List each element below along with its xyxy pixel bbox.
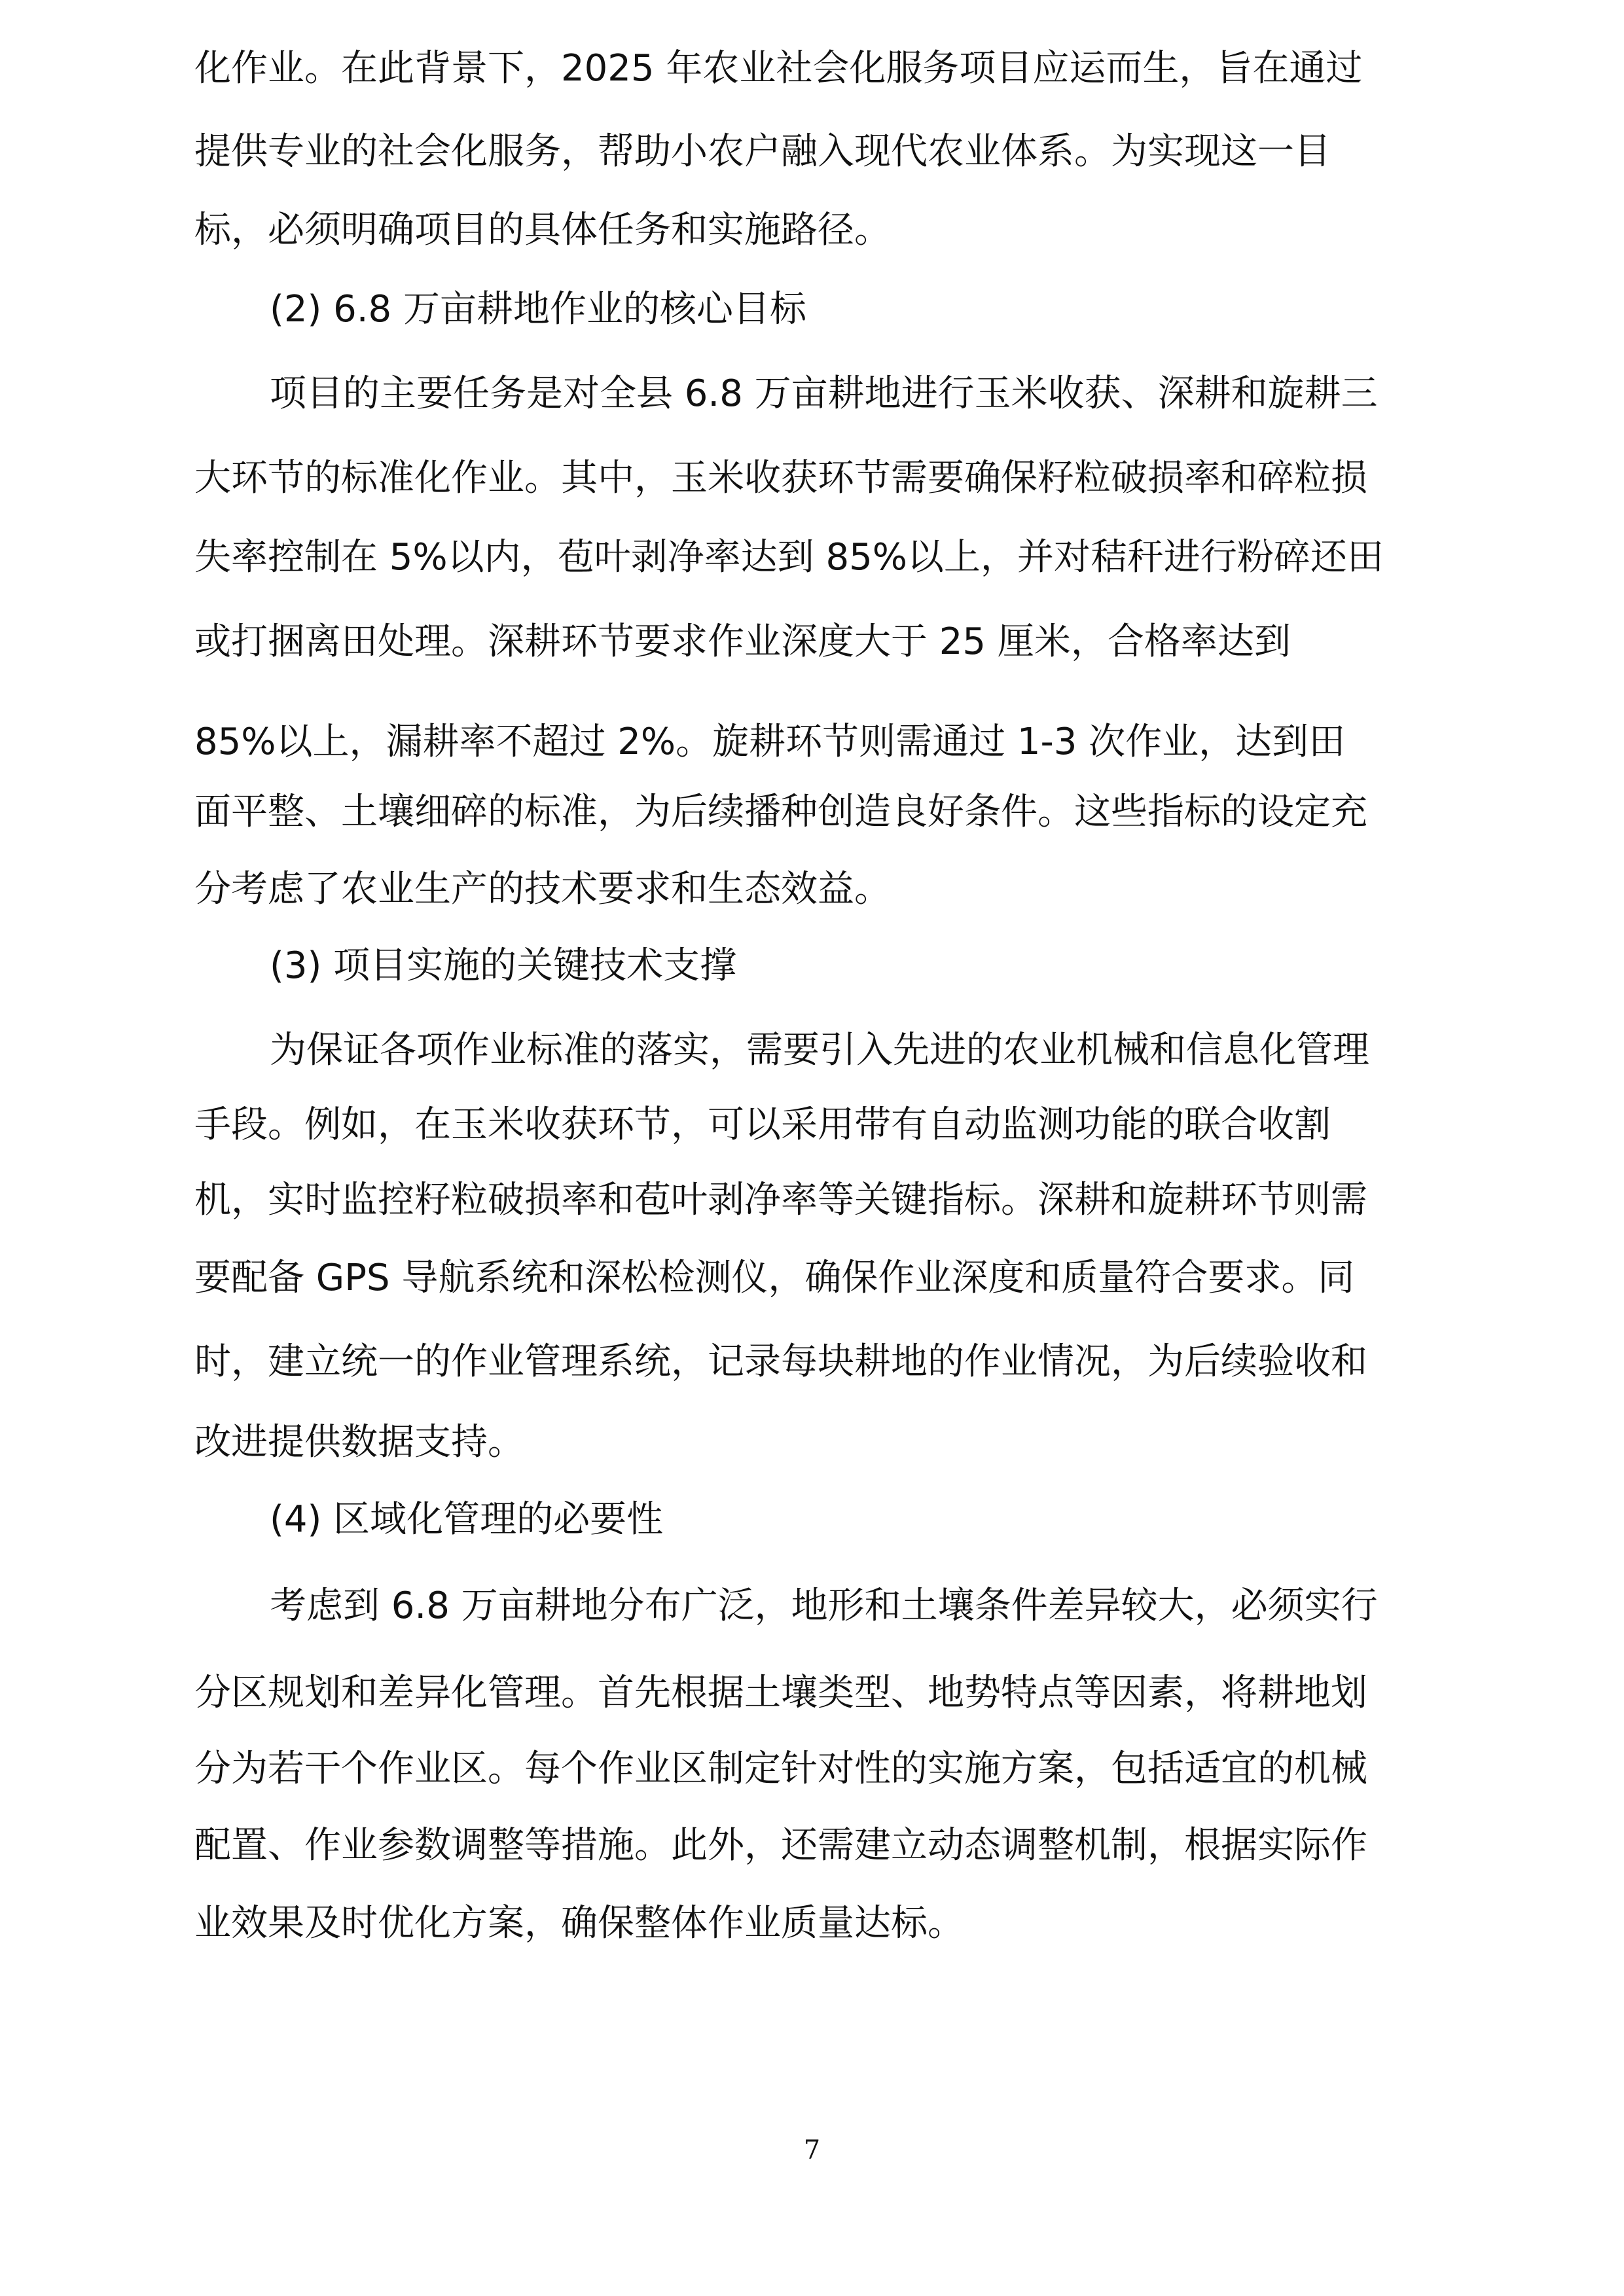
body-line: 项目的主要任务是对全县 6.8 万亩耕地进行玉米收获、深耕和旋耕三	[270, 372, 1378, 415]
body-line: 失率控制在 5%以内，苞叶剥净率达到 85%以上，并对秸秆进行粉碎还田	[194, 536, 1384, 579]
body-line: 机，实时监控籽粒破损率和苞叶剥净率等关键指标。深耕和旋耕环节则需	[194, 1179, 1367, 1221]
body-line: 要配备 GPS 导航系统和深松检测仪，确保作业深度和质量符合要求。同	[194, 1257, 1355, 1299]
body-line: 大环节的标准化作业。其中，玉米收获环节需要确保籽粒破损率和碎粒损	[194, 457, 1367, 499]
body-line: 提供专业的社会化服务，帮助小农户融入现代农业体系。为实现这一目	[194, 130, 1331, 173]
page-number: 7	[803, 2135, 821, 2165]
section-heading: (4) 区域化管理的必要性	[270, 1498, 664, 1541]
body-line: 化作业。在此背景下，2025 年农业社会化服务项目应运而生，旨在通过	[194, 47, 1363, 90]
body-line: 时，建立统一的作业管理系统，记录每块耕地的作业情况，为后续验收和	[194, 1340, 1367, 1383]
body-line: 考虑到 6.8 万亩耕地分布广泛，地形和土壤条件差异较大，必须实行	[270, 1585, 1378, 1627]
section-heading: (3) 项目实施的关键技术支撑	[270, 944, 737, 987]
body-line: 分区规划和差异化管理。首先根据土壤类型、地势特点等因素，将耕地划	[194, 1672, 1367, 1714]
section-heading: (2) 6.8 万亩耕地作业的核心目标	[270, 288, 806, 331]
body-line: 面平整、土壤细碎的标准，为后续播种创造良好条件。这些指标的设定充	[194, 791, 1367, 833]
body-line: 手段。例如，在玉米收获环节，可以采用带有自动监测功能的联合收割	[194, 1103, 1331, 1146]
body-line: 为保证各项作业标准的落实，需要引入先进的农业机械和信息化管理	[270, 1029, 1369, 1071]
body-line: 85%以上，漏耕率不超过 2%。旋耕环节则需通过 1-3 次作业，达到田	[194, 721, 1346, 763]
body-line: 分考虑了农业生产的技术要求和生态效益。	[194, 868, 891, 910]
body-line: 业效果及时优化方案，确保整体作业质量达标。	[194, 1902, 964, 1945]
body-line: 配置、作业参数调整等措施。此外，还需建立动态调整机制，根据实际作	[194, 1824, 1367, 1867]
body-line: 或打捆离田处理。深耕环节要求作业深度大于 25 厘米，合格率达到	[194, 620, 1291, 663]
body-line: 改进提供数据支持。	[194, 1421, 524, 1463]
body-line: 分为若干个作业区。每个作业区制定针对性的实施方案，包括适宜的机械	[194, 1748, 1367, 1790]
body-line: 标，必须明确项目的具体任务和实施路径。	[194, 209, 891, 251]
